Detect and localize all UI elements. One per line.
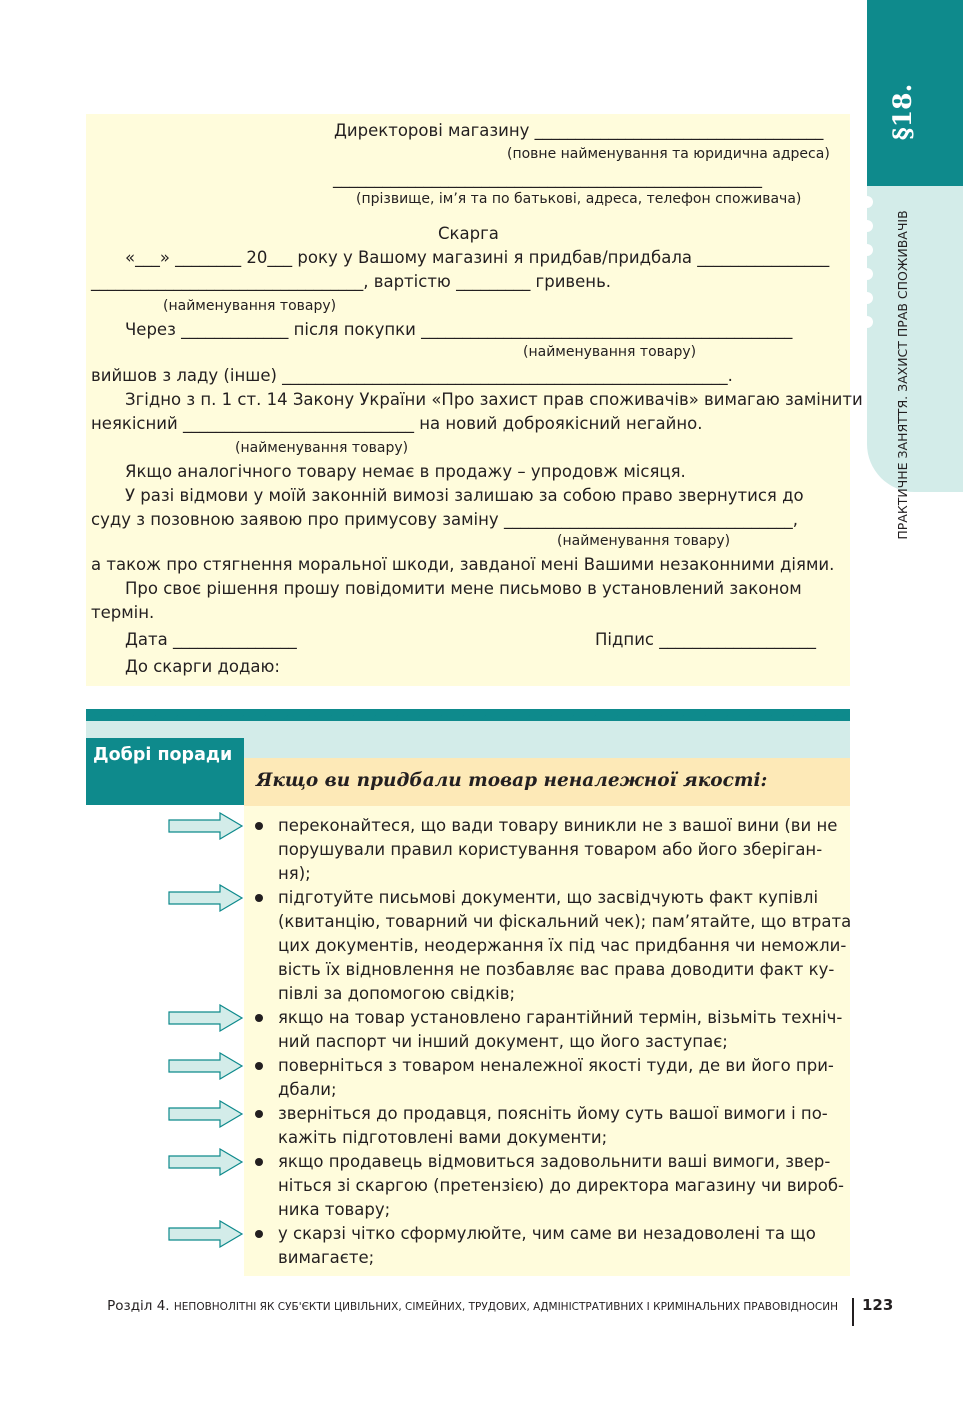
tip-text-line: якщо продавець відмовиться задовольнити ваші вимоги, звер- bbox=[278, 1152, 831, 1171]
tip-text-line: (квитанцію, товарний чи фіскальний чек); пам’ятайте, що втрата bbox=[278, 912, 852, 931]
tip-text-line: підготуйте письмові документи, що засвідчують факт купівлі bbox=[278, 888, 819, 907]
form-line: «___» ________ 20___ року у Вашому магазині я придбав/придбала ________________ bbox=[125, 248, 830, 267]
form-attachments-label: До скарги додаю: bbox=[125, 657, 280, 676]
tip-bullet bbox=[255, 1158, 263, 1166]
sidebar-scallop bbox=[861, 220, 873, 232]
section-number: §18. bbox=[888, 83, 917, 141]
sidebar-scallop bbox=[861, 292, 873, 304]
tip-arrow-icon bbox=[168, 1052, 244, 1080]
form-note: (найменування товару) bbox=[163, 298, 337, 314]
tip-text-line: цих документів, неодержання їх під час придбання чи неможли- bbox=[278, 936, 847, 955]
section-title-text: ПРАКТИЧНЕ ЗАНЯТТЯ. ЗАХИСТ ПРАВ СПОЖИВАЧІВ bbox=[895, 210, 910, 540]
tip-text-line: у скарзі чітко сформулюйте, чим саме ви незадоволені та що bbox=[278, 1224, 816, 1243]
form-blank-line: ____________________________________________________ bbox=[333, 169, 762, 188]
form-note: (повне найменування та юридична адреса) bbox=[507, 146, 830, 162]
form-line: а також про стягнення моральної шкоди, завданої мені Вашими незаконними діями. bbox=[91, 555, 835, 574]
sidebar-scallop bbox=[861, 196, 873, 208]
form-line: Згідно з п. 1 ст. 14 Закону України «Про захист прав споживачів» вимагаю замінити bbox=[125, 390, 863, 409]
tip-bullet bbox=[255, 1230, 263, 1238]
footer-chapter-prefix: Розділ 4. bbox=[107, 1298, 174, 1314]
tip-bullet bbox=[255, 822, 263, 830]
sidebar-scallop bbox=[861, 316, 873, 328]
tip-text-line: півлі за допомогою свідків; bbox=[278, 984, 516, 1003]
form-line: Якщо аналогічного товару немає в продажу – упродовж місяця. bbox=[125, 462, 686, 481]
tip-bullet bbox=[255, 1110, 263, 1118]
tip-text-line: дбали; bbox=[278, 1080, 337, 1099]
tips-title: Якщо ви придбали товар неналежної якості: bbox=[256, 770, 768, 791]
tips-label: Добрі поради bbox=[93, 745, 233, 765]
form-line: термін. bbox=[91, 603, 155, 622]
tip-text-line: вимагаєте; bbox=[278, 1248, 375, 1267]
form-director-line: Директорові магазину ___________________________________ bbox=[334, 121, 824, 140]
page-number: 123 bbox=[862, 1296, 894, 1314]
form-line: _________________________________, вартістю _________ гривень. bbox=[91, 272, 612, 291]
tip-text-line: якщо на товар установлено гарантійний термін, візьміть техніч- bbox=[278, 1008, 843, 1027]
form-line: У разі відмови у моїй законній вимозі залишаю за собою право звернутися до bbox=[125, 486, 804, 505]
form-line: неякісний ____________________________ на новий доброякісний негайно. bbox=[91, 414, 703, 433]
form-note: (найменування товару) bbox=[235, 440, 409, 456]
tip-text-line: ний паспорт чи інший документ, що його заступає; bbox=[278, 1032, 728, 1051]
tip-arrow-icon bbox=[168, 812, 244, 840]
tip-text-line: переконайтеся, що вади товару виникли не з вашої вини (ви не bbox=[278, 816, 838, 835]
tip-arrow-icon bbox=[168, 884, 244, 912]
form-line: вийшов з ладу (інше) ______________________________________________________. bbox=[91, 366, 733, 385]
tip-text-line: ня); bbox=[278, 864, 311, 883]
tip-text-line: вість їх відновлення не позбавляє вас права доводити факт ку- bbox=[278, 960, 835, 979]
sidebar-scallop bbox=[861, 268, 873, 280]
tip-bullet bbox=[255, 1062, 263, 1070]
tip-text-line: порушували правил користування товаром або його зберіган- bbox=[278, 840, 823, 859]
tip-arrow-icon bbox=[168, 1220, 244, 1248]
tip-text-line: ника товару; bbox=[278, 1200, 391, 1219]
sidebar-scallop bbox=[861, 244, 873, 256]
tip-text-line: зверніться до продавця, поясніть йому суть вашої вимоги і по- bbox=[278, 1104, 828, 1123]
form-line: Про своє рішення прошу повідомити мене письмово в установлений законом bbox=[125, 579, 802, 598]
form-note: (найменування товару) bbox=[557, 533, 731, 549]
footer-divider bbox=[852, 1298, 854, 1326]
tip-arrow-icon bbox=[168, 1100, 244, 1128]
form-title: Скарга bbox=[438, 224, 499, 243]
form-line: суду з позовною заявою про примусову заміну ___________________________________, bbox=[91, 510, 798, 529]
footer-chapter-title: НЕПОВНОЛІТНІ ЯК СУБ'ЄКТИ ЦИВІЛЬНИХ, СІМЕЙНИХ, ТРУДОВИХ, АДМІНІСТРАТИВНИХ І КРИМІНАЛЬНИХ ПРАВОВІДНОСИН bbox=[173, 1301, 838, 1313]
footer-chapter bbox=[0, 1296, 838, 1317]
tip-arrow-icon bbox=[168, 1004, 244, 1032]
form-note: (найменування товару) bbox=[523, 344, 697, 360]
form-signature-field: Підпис ___________________ bbox=[595, 630, 816, 649]
tip-text-line: кажіть підготовлені вами документи; bbox=[278, 1128, 608, 1147]
form-date-field: Дата _______________ bbox=[125, 630, 297, 649]
form-note: (прізвище, ім’я та по батькові, адреса, телефон споживача) bbox=[356, 191, 802, 207]
tip-bullet bbox=[255, 1014, 263, 1022]
tip-arrow-icon bbox=[168, 1148, 244, 1176]
tip-text-line: поверніться з товаром неналежної якості туди, де ви його при- bbox=[278, 1056, 834, 1075]
tip-bullet bbox=[255, 894, 263, 902]
sidebar-section-strip bbox=[867, 186, 963, 492]
tip-text-line: ніться зі скаргою (претензією) до директора магазину чи вироб- bbox=[278, 1176, 844, 1195]
form-line: Через _____________ після покупки _____________________________________________ bbox=[125, 320, 793, 339]
